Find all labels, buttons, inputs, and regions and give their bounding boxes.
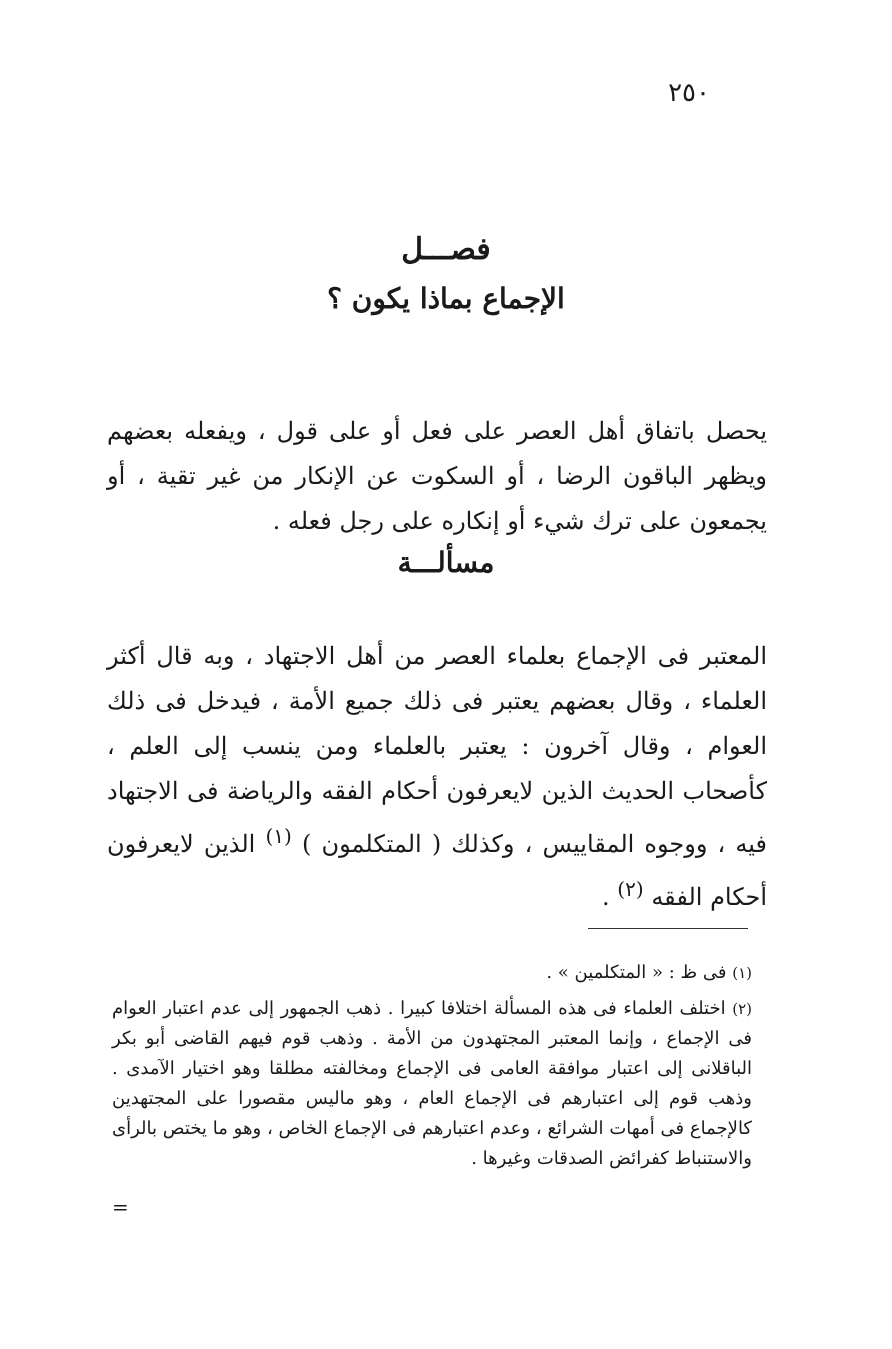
body-paragraph-1: يحصل باتفاق أهل العصر على فعل أو على قول ، ويفعله بعضهم ويظهر الباقون الرضا ، أو السكوت عن الإنكار من غير تقية ، أو يجمعون على ترك شيء أو إنكاره على رجل فعله . [107, 417, 767, 535]
footnote-text: اختلف العلماء فى هذه المسألة اختلافا كبيرا . ذهب الجمهور إلى عدم اعتبار العوام فى الإجماع ، وإنما المعتبر المجتهدون من الأمة . وذهب قوم فيهم القاضى أبو بكر الباقلانى إلى اعتبار موافقة العامى فى الإجماع ومخالفته مطلقا وهو اختيار الآمدى . وذهب قوم إلى اعتبارهم فى الإجماع العام ، وهو ماليس مقصورا على المجتهدين كالإجماع فى أمهات الشرائع ، وعدم اعتبارهم فى الإجماع الخاص ، وهو ما يختص بالرأى والاستنباط كفرائض الصدقات وغيرها . [112, 998, 752, 1169]
chapter-subheading: الإجماع بماذا يكون ؟ [327, 282, 565, 315]
footnote-marker: (١) [732, 964, 752, 982]
section-heading: فصـــل [401, 232, 491, 267]
footnote-1 [112, 958, 752, 988]
footnote-marker: (٢) [732, 1000, 752, 1018]
masala-heading: مسألـــة [397, 546, 495, 579]
continuation-mark: = [112, 1195, 129, 1219]
body-paragraph-2 [107, 634, 767, 920]
footnote-ref-1: (١) [265, 824, 292, 848]
paragraph-2-text-a: المعتبر فى الإجماع بعلماء العصر من أهل الاجتهاد ، وبه قال أكثر العلماء ، وقال بعضهم يعتبر فى ذلك جميع الأمة ، فيدخل فى ذلك العوام ، وقال آخرون : يعتبر بالعلماء ومن ينسب إلى العلم ، كأصحاب الحديث الذين لايعرفون أحكام الفقه والرياضة فى الاجتهاد فيه ، ووجوه المقاييس ، وكذلك ( المتكلمون ) [107, 642, 767, 858]
footnote-2 [112, 994, 752, 1174]
page-number: ٢٥٠ [668, 78, 710, 108]
paragraph-2-text-b: الذين لايعرفون أحكام الفقه [107, 830, 767, 911]
footnotes [112, 958, 752, 1180]
footnote-ref-2: (٢) [617, 877, 644, 901]
footnote-text: فى ظ : « المتكلمين » . [546, 962, 727, 983]
footnote-divider [588, 928, 748, 929]
paragraph-2-end: . [602, 883, 610, 911]
